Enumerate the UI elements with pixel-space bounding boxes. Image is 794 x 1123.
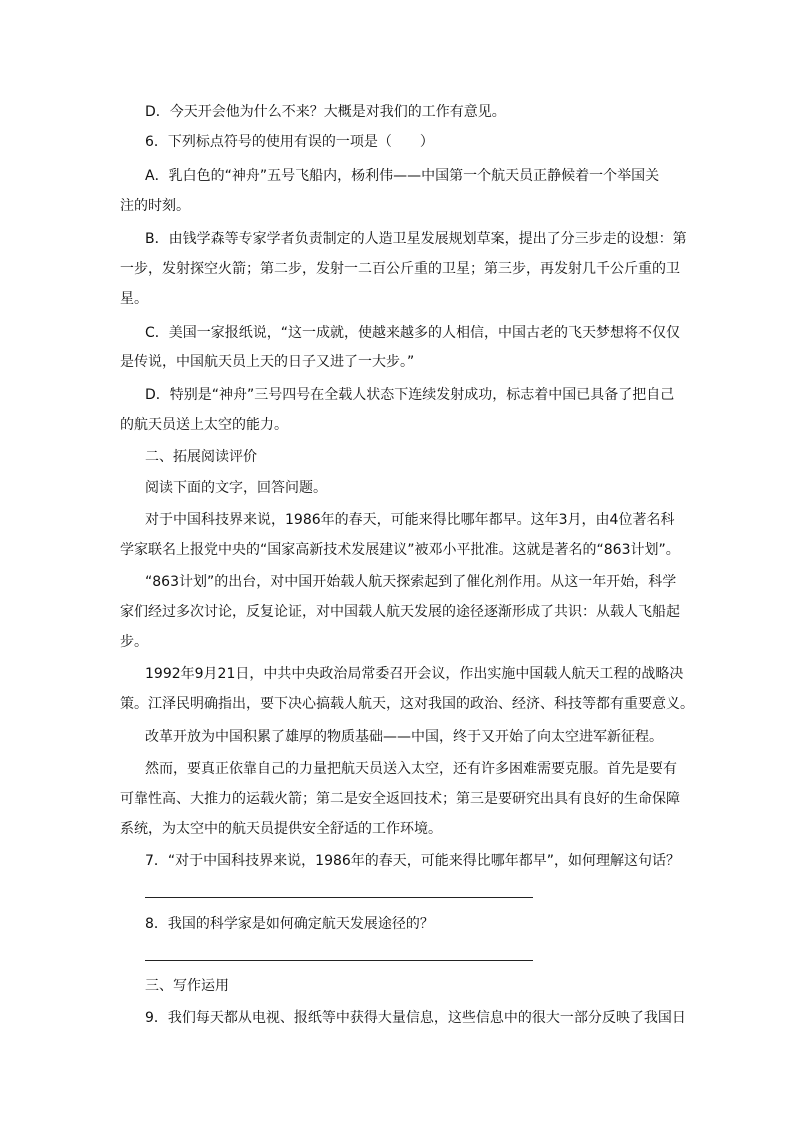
passage-p1-line-1: 对于中国科技界来说，1986年的春天，可能来得比哪年都早。这年3月，由4位著名科 xyxy=(145,512,675,528)
answer-line-7[interactable] xyxy=(145,897,533,898)
passage-p1-line-2: 学家联名上报党中央的“国家高新技术发展建议”被邓小平批准。这就是著名的“863计划”。 xyxy=(120,542,680,558)
passage-p2-line-3: 步。 xyxy=(120,634,148,650)
section-heading-writing: 三、写作运用 xyxy=(145,978,229,994)
question-7: 7．“对于中国科技界来说，1986年的春天，可能来得比哪年都早”，如何理解这句话？ xyxy=(145,853,681,869)
option-b-line-1: B．由钱学森等专家学者负责制定的人造卫星发展规划草案，提出了分三步走的设想：第 xyxy=(145,231,687,247)
passage-p2-line-1: “863计划”的出台，对中国开始载人航天探索起到了催化剂作用。从这一年开始，科学 xyxy=(145,574,677,590)
option-c-line-1: C．美国一家报纸说，“这一成就，使越来越多的人相信，中国古老的飞天梦想将不仅仅 xyxy=(145,325,681,341)
question-6: 6．下列标点符号的使用有误的一项是（ ） xyxy=(145,134,434,150)
passage-p5-line-2: 可靠性高、大推力的运载火箭；第二是安全返回技术；第三是要研究出具有良好的生命保障 xyxy=(120,791,680,807)
reading-instruction: 阅读下面的文字，回答问题。 xyxy=(145,480,327,496)
question-8: 8．我国的科学家是如何确定航天发展途径的？ xyxy=(145,916,434,932)
option-d-previous: D．今天开会他为什么不来？大概是对我们的工作有意见。 xyxy=(145,104,506,120)
question-9-line-1: 9．我们每天都从电视、报纸等中获得大量信息，这些信息中的很大一部分反映了我国日 xyxy=(145,1010,686,1026)
passage-p3-line-2: 策。江泽民明确指出，要下决心搞载人航天，这对我国的政治、经济、科技等都有重要意义。 xyxy=(120,696,694,712)
passage-p4: 改革开放为中国积累了雄厚的物质基础——中国，终于又开始了向太空进军新征程。 xyxy=(145,729,663,745)
passage-p5-line-1: 然而，要真正依靠自己的力量把航天员送入太空，还有许多困难需要克服。首先是要有 xyxy=(145,761,677,777)
option-d-line-2: 的航天员送上太空的能力。 xyxy=(120,417,288,433)
answer-line-8[interactable] xyxy=(145,960,533,961)
option-a-line-1: A．乳白色的“神舟”五号飞船内，杨利伟——中国第一个航天员正静候着一个举国关 xyxy=(145,168,660,184)
passage-p2-line-2: 家们经过多次讨论，反复论证，对中国载人航天发展的途径逐渐形成了共识：从载人飞船起 xyxy=(120,604,680,620)
option-c-line-2: 是传说，中国航天员上天的日子又进了一大步。” xyxy=(120,354,415,370)
option-a-line-2: 注的时刻。 xyxy=(120,198,190,214)
passage-p5-line-3: 系统，为太空中的航天员提供安全舒适的工作环境。 xyxy=(120,821,442,837)
option-b-line-2: 一步，发射探空火箭；第二步，发射一二百公斤重的卫星；第三步，再发射几千公斤重的卫 xyxy=(120,261,680,277)
option-d-line-1: D．特别是“神舟”三号四号在全载人状态下连续发射成功，标志着中国已具备了把自己 xyxy=(145,387,675,403)
passage-p3-line-1: 1992年9月21日，中共中央政治局常委召开会议，作出实施中国载人航天工程的战略决 xyxy=(145,666,684,682)
section-heading-reading: 二、拓展阅读评价 xyxy=(145,449,257,465)
option-b-line-3: 星。 xyxy=(120,291,148,307)
